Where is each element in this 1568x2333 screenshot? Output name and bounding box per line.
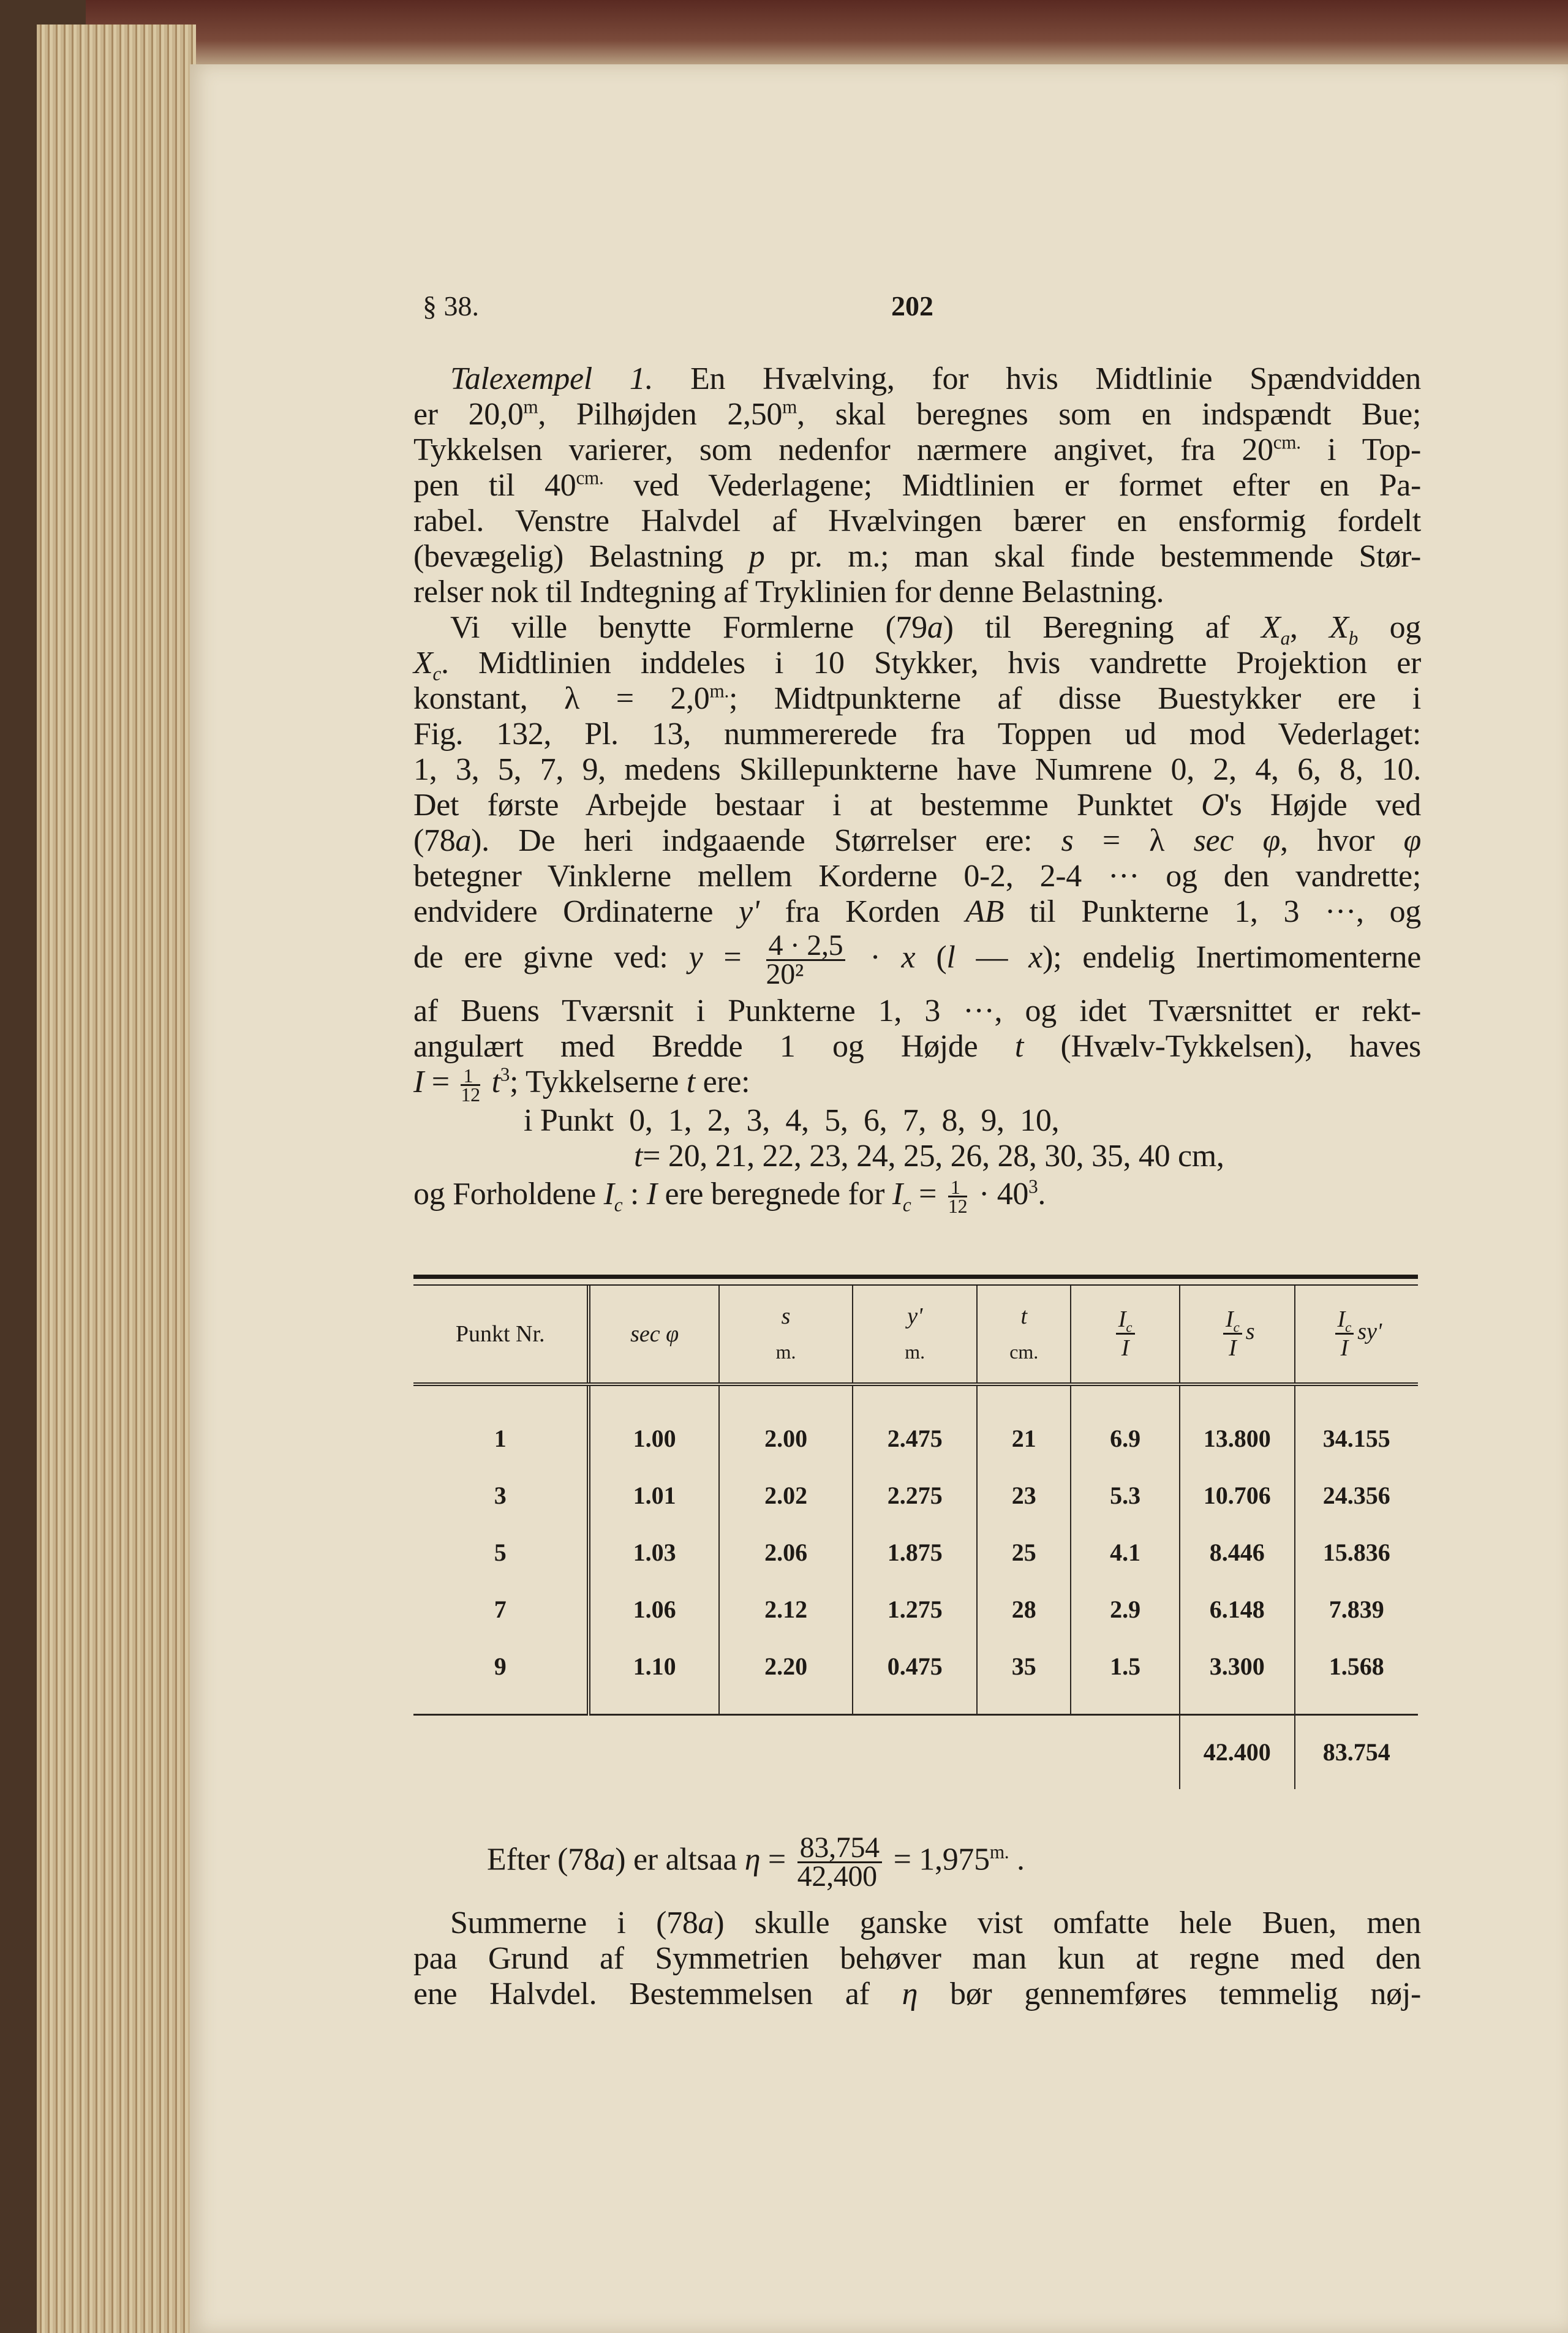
text-run: Tykkelsen varierer, som nedenfor nærmere angivet, fra 20	[413, 432, 1273, 467]
text-line	[413, 1174, 1421, 1238]
table-cell: 25	[977, 1525, 1071, 1581]
italic-text: η	[902, 1976, 918, 2011]
fraction-denominator: 42,400	[797, 1860, 877, 1893]
punkt-label: i Punkt	[524, 1102, 614, 1138]
superscript: m	[782, 396, 797, 418]
table-cell: 3	[494, 1482, 507, 1510]
empty-cell	[853, 1714, 977, 1789]
text-line	[487, 1832, 1421, 1896]
table-wrapper	[413, 1275, 1418, 1789]
column-header	[1180, 1286, 1295, 1384]
table-cell: 23	[977, 1468, 1071, 1525]
subscript: a	[1280, 627, 1290, 649]
text-line	[413, 1941, 1421, 1977]
column-header	[1295, 1286, 1418, 1384]
header-suffix: s	[1245, 1319, 1255, 1345]
table-cell: 2.20	[719, 1638, 853, 1715]
text-run: Fig. 132, Pl. 13, nummererede fra Toppen ud mod Vederlaget:	[413, 717, 1421, 752]
italic-text: I	[603, 1176, 614, 1212]
table-row	[413, 1581, 1418, 1638]
header-unit: cm.	[1009, 1340, 1039, 1363]
table-cell: 7.839	[1295, 1581, 1418, 1638]
italic-text: a	[927, 610, 943, 645]
table-row	[413, 1638, 1418, 1715]
table-cell: 2.475	[853, 1384, 977, 1468]
totals-row	[413, 1714, 1418, 1789]
italic-text: a	[599, 1842, 616, 1877]
text-run: paa Grund af Symmetrien behøver man kun at regne med den	[413, 1940, 1421, 1976]
text-run: Efter (78	[487, 1842, 600, 1877]
column-header	[413, 1286, 589, 1384]
text-run: (78	[413, 823, 456, 858]
italic-text: sec φ	[1193, 823, 1280, 858]
italic-text: s	[1061, 823, 1074, 858]
text-run: betegner Vinklerne mellem Korderne 0-2, 2-4 ··· og den vandrette;	[413, 859, 1421, 894]
table-cell: 1	[494, 1425, 507, 1453]
text-run: = 1,975	[885, 1842, 990, 1877]
fraction-denominator: I	[1340, 1335, 1349, 1362]
text-line	[413, 788, 1421, 823]
empty-cell	[1071, 1714, 1180, 1789]
table-cell: 2.06	[719, 1525, 853, 1581]
italic-text: I	[413, 1065, 424, 1099]
column-header	[977, 1286, 1071, 1384]
text-run: konstant, λ = 2,0	[413, 681, 710, 716]
column-header	[589, 1286, 718, 1384]
table-cell: 1.5	[1071, 1638, 1180, 1715]
header-label: y'	[907, 1303, 923, 1329]
table-cell: 24.356	[1295, 1468, 1418, 1525]
header-unit: m.	[905, 1340, 925, 1363]
result-line	[413, 1832, 1421, 1896]
text-run: =	[424, 1065, 458, 1099]
superscript: 3	[1028, 1175, 1038, 1197]
superscript: 3	[500, 1063, 510, 1085]
header-unit: m.	[775, 1340, 796, 1363]
table-cell: 28	[977, 1581, 1071, 1638]
table-cell: 2.9	[1071, 1581, 1180, 1638]
calculation-table	[413, 1286, 1418, 1789]
text-line	[413, 1905, 1421, 1941]
text-line	[413, 681, 1421, 717]
table-cell: 8.446	[1180, 1525, 1295, 1581]
paragraph-block-bottom	[413, 1905, 1421, 2012]
table-cell: 5	[494, 1539, 507, 1567]
text-line	[413, 575, 1421, 610]
table-cell: 2.275	[853, 1468, 977, 1525]
fraction-numerator: 4 · 2,5	[766, 932, 846, 961]
paragraph-block-top	[413, 361, 1422, 1106]
table-cell: 0.475	[853, 1638, 977, 1715]
text-run: , hvor	[1280, 823, 1404, 858]
text-run: ere:	[695, 1065, 750, 1099]
text-run: 's Højde ved	[1224, 788, 1422, 823]
italic-text: y	[688, 940, 703, 975]
text-run: er 20,0	[413, 397, 524, 432]
italic-text: X	[1261, 610, 1281, 645]
table-cell: 2.02	[719, 1468, 853, 1525]
text-run: rabel. Venstre Halvdel af Hvælvingen bærer en ensformig fordelt	[413, 503, 1421, 538]
subscript: c	[1126, 1319, 1133, 1335]
text-run: bør gennemføres temmelig nøj-	[918, 1976, 1421, 2011]
table-cell: 1.875	[853, 1525, 977, 1581]
fraction	[797, 1831, 882, 1893]
fraction-numerator: $I_c$	[1116, 1306, 1135, 1335]
header-suffix: sy'	[1357, 1319, 1382, 1345]
empty-cell	[413, 1714, 589, 1789]
subscript: b	[1348, 627, 1358, 649]
text-run: · 40	[971, 1176, 1029, 1212]
italic-text: x	[1028, 940, 1043, 975]
text-line	[413, 503, 1421, 539]
text-line	[413, 539, 1421, 575]
italic-text: t	[686, 1065, 695, 1099]
text-run: Vi ville benytte Formlerne (79	[450, 610, 927, 645]
text-run: :	[622, 1176, 647, 1212]
text-line	[413, 1029, 1421, 1065]
italic-text: y'	[739, 894, 760, 929]
text-run: , Pilhøjden 2,50	[538, 397, 783, 432]
table-cell: 35	[977, 1638, 1071, 1715]
superscript: m.	[989, 1841, 1009, 1863]
text-run: ). De heri indgaaende Størrelser ere:	[471, 823, 1061, 858]
italic-text: l	[946, 940, 956, 975]
t-values: = 20, 21, 22, 23, 24, 25, 26, 28, 30, 35, 40 cm,	[643, 1138, 1224, 1174]
total-cell: 83.754	[1295, 1714, 1418, 1789]
text-line	[413, 993, 1421, 1029]
italic-text: Talexempel 1.	[450, 361, 654, 396]
table-cell: 1.10	[589, 1638, 718, 1715]
table-cell: 5.3	[1071, 1468, 1180, 1525]
text-line	[413, 930, 1421, 993]
column-header	[719, 1286, 853, 1384]
text-line	[413, 894, 1421, 930]
table-cell: 9	[494, 1653, 507, 1681]
table-row	[413, 1525, 1418, 1581]
text-run: (Hvælv-Tykkelsen), haves	[1023, 1029, 1421, 1064]
subscript: c	[902, 1193, 911, 1215]
table-cell: 7	[494, 1596, 507, 1624]
text-column	[413, 361, 1421, 2012]
fraction-numerator: $I_c$	[1335, 1306, 1354, 1335]
fraction	[766, 929, 846, 990]
table-cell: 3.300	[1180, 1638, 1295, 1715]
text-run: Summerne i (78	[450, 1905, 698, 1940]
table-row	[413, 1384, 1418, 1468]
italic-text: x	[901, 940, 916, 975]
table-cell: 2.00	[719, 1384, 853, 1468]
table-row	[413, 1468, 1418, 1525]
fraction	[948, 1176, 968, 1218]
text-line	[413, 432, 1421, 468]
text-run: . Midtlinien inddeles i 10 Stykker, hvis vandrette Projektion er	[441, 646, 1421, 680]
table-cell: 2.12	[719, 1581, 853, 1638]
empty-cell	[719, 1714, 853, 1789]
table-cell: 1.568	[1295, 1638, 1418, 1715]
text-run: ·	[849, 940, 902, 975]
table-cell: 1.00	[589, 1384, 718, 1468]
thickness-list	[413, 1103, 1421, 1174]
text-run: Det første Arbejde bestaar i at bestemme Punktet	[413, 788, 1202, 823]
superscript: m	[523, 396, 538, 418]
text-line	[413, 1063, 1421, 1106]
fraction-denominator: I	[1229, 1335, 1237, 1362]
section-number: § 38.	[423, 290, 479, 322]
text-line	[413, 361, 1421, 397]
text-run: , skal beregnes som en indspændt Bue;	[797, 397, 1422, 432]
table-cell: 1.01	[589, 1468, 718, 1525]
text-line	[413, 397, 1421, 432]
table-top-rule	[413, 1275, 1418, 1279]
text-run: i Top-	[1300, 432, 1421, 467]
header-label: sec φ	[630, 1321, 679, 1347]
italic-text: X	[413, 646, 433, 680]
text-run: og	[1358, 610, 1422, 645]
italic-text: X	[1329, 610, 1349, 645]
text-run: =	[760, 1842, 794, 1877]
superscript: cm.	[1273, 431, 1301, 453]
fraction-numerator: 1	[948, 1178, 967, 1197]
table-cell: 4.1	[1071, 1525, 1180, 1581]
italic-text: I	[892, 1176, 903, 1212]
text-run: pr. m.; man skal finde bestemmende Stør-	[764, 539, 1421, 574]
text-run: =	[703, 940, 763, 975]
text-run: ,	[1289, 610, 1330, 645]
t-label: t	[634, 1138, 643, 1174]
text-run: ere beregnede for	[657, 1176, 892, 1212]
book-top-edge	[86, 0, 1568, 67]
italic-text: t	[1014, 1029, 1024, 1064]
punkt-values: 0, 1, 2, 3, 4, 5, 6, 7, 8, 9, 10,	[629, 1102, 1060, 1138]
text-run: relser nok til Indtegning af Tryklinien for denne Belastning.	[413, 575, 1164, 609]
text-run: (bevægelig) Belastning	[413, 539, 749, 574]
table-header-row	[413, 1286, 1418, 1384]
subscript: c	[614, 1193, 623, 1215]
italic-text: O	[1201, 788, 1224, 823]
text-run: angulært med Bredde 1 og Højde	[413, 1029, 1015, 1064]
italic-text: a	[698, 1905, 714, 1940]
fraction-numerator: $I_c$	[1223, 1306, 1242, 1335]
empty-cell	[589, 1714, 718, 1789]
text-run: =	[911, 1176, 944, 1212]
text-run: .	[1038, 1176, 1046, 1212]
text-run: ) er altsaa	[615, 1842, 745, 1877]
italic-text: AB	[965, 894, 1005, 929]
fraction-denominator: 12	[948, 1195, 968, 1218]
fraction-numerator: 1	[461, 1067, 480, 1086]
fraction-denominator: I	[1121, 1335, 1129, 1362]
text-line	[413, 859, 1421, 894]
fraction	[461, 1064, 480, 1106]
subscript: c	[432, 663, 442, 685]
text-run: til Punkterne 1, 3 ···, og	[1004, 894, 1422, 929]
fraction	[1335, 1306, 1354, 1362]
table-cell: 1.275	[853, 1581, 977, 1638]
text-run: ; Tykkelserne	[510, 1065, 687, 1099]
text-run: 1, 3, 5, 7, 9, medens Skillepunkterne have Numrene 0, 2, 4, 6, 8, 10.	[413, 752, 1421, 787]
table-cell: 6.148	[1180, 1581, 1295, 1638]
ratio-line	[413, 1174, 1421, 1238]
text-line	[413, 1977, 1421, 2012]
table-cell: 1.06	[589, 1581, 718, 1638]
fraction	[1116, 1306, 1135, 1362]
text-run: ene Halvdel. Bestemmelsen af	[413, 1976, 902, 2011]
thickness-row	[413, 1139, 1421, 1174]
italic-text: p	[748, 539, 765, 574]
italic-text: φ	[1403, 823, 1422, 858]
table-cell: 6.9	[1071, 1384, 1180, 1468]
text-line	[413, 752, 1421, 788]
text-run: ; Midtpunkterne af disse Buestykker ere i	[728, 681, 1421, 716]
subscript: c	[1345, 1319, 1352, 1335]
page-stack-edge	[37, 24, 196, 2333]
column-header	[853, 1286, 977, 1384]
fraction-denominator: 20²	[766, 958, 804, 990]
header-label: t	[1020, 1303, 1028, 1329]
text-run: .	[1009, 1842, 1025, 1877]
text-run: af Buens Tværsnit i Punkterne 1, 3 ···, og idet Tværsnittet er rekt-	[413, 993, 1421, 1028]
table-cell: 34.155	[1295, 1384, 1418, 1468]
fraction	[1223, 1306, 1242, 1362]
table-cell: 1.03	[589, 1525, 718, 1581]
superscript: m.	[709, 680, 729, 702]
italic-text: t	[483, 1065, 500, 1099]
table-cell: 10.706	[1180, 1468, 1295, 1525]
text-line	[413, 610, 1422, 649]
fraction-denominator: 12	[461, 1083, 480, 1106]
subscript: c	[1233, 1319, 1240, 1335]
header-label: s	[781, 1303, 791, 1329]
total-cell: 42.400	[1180, 1714, 1295, 1789]
text-run: = λ	[1073, 823, 1194, 858]
header-label: Punkt Nr.	[455, 1321, 545, 1347]
text-run: En Hvælving, for hvis Midtlinie Spændvidden	[653, 361, 1421, 396]
superscript: cm.	[576, 467, 604, 489]
empty-cell	[977, 1714, 1071, 1789]
text-line	[413, 717, 1421, 752]
italic-text: I	[646, 1176, 657, 1212]
page-number: 202	[891, 290, 933, 322]
fraction-numerator: 83,754	[797, 1834, 882, 1863]
table-cell: 15.836	[1295, 1525, 1418, 1581]
text-run: endvidere Ordinaterne	[413, 894, 739, 929]
table-cell: 21	[977, 1384, 1071, 1468]
text-run: ) skulle ganske vist omfatte hele Buen, men	[714, 1905, 1422, 1940]
table-cell: 13.800	[1180, 1384, 1295, 1468]
column-header	[1071, 1286, 1180, 1384]
italic-text: η	[744, 1842, 761, 1877]
text-run: —	[955, 940, 1029, 975]
text-line	[413, 468, 1421, 503]
text-run: de ere givne ved:	[413, 940, 689, 975]
text-run: (	[915, 940, 947, 975]
text-line	[413, 823, 1421, 859]
text-run: fra Korden	[759, 894, 966, 929]
text-run: ); endelig Inertimomenterne	[1042, 940, 1421, 975]
text-run: ved Vederlagene; Midtlinien er formet efter en Pa-	[603, 468, 1421, 503]
text-run: og Forholdene	[413, 1176, 604, 1212]
text-run: pen til 40	[413, 468, 576, 503]
punkt-row	[413, 1103, 1421, 1139]
text-line	[413, 646, 1421, 685]
italic-text: a	[455, 823, 472, 858]
text-run: ) til Beregning af	[943, 610, 1262, 645]
